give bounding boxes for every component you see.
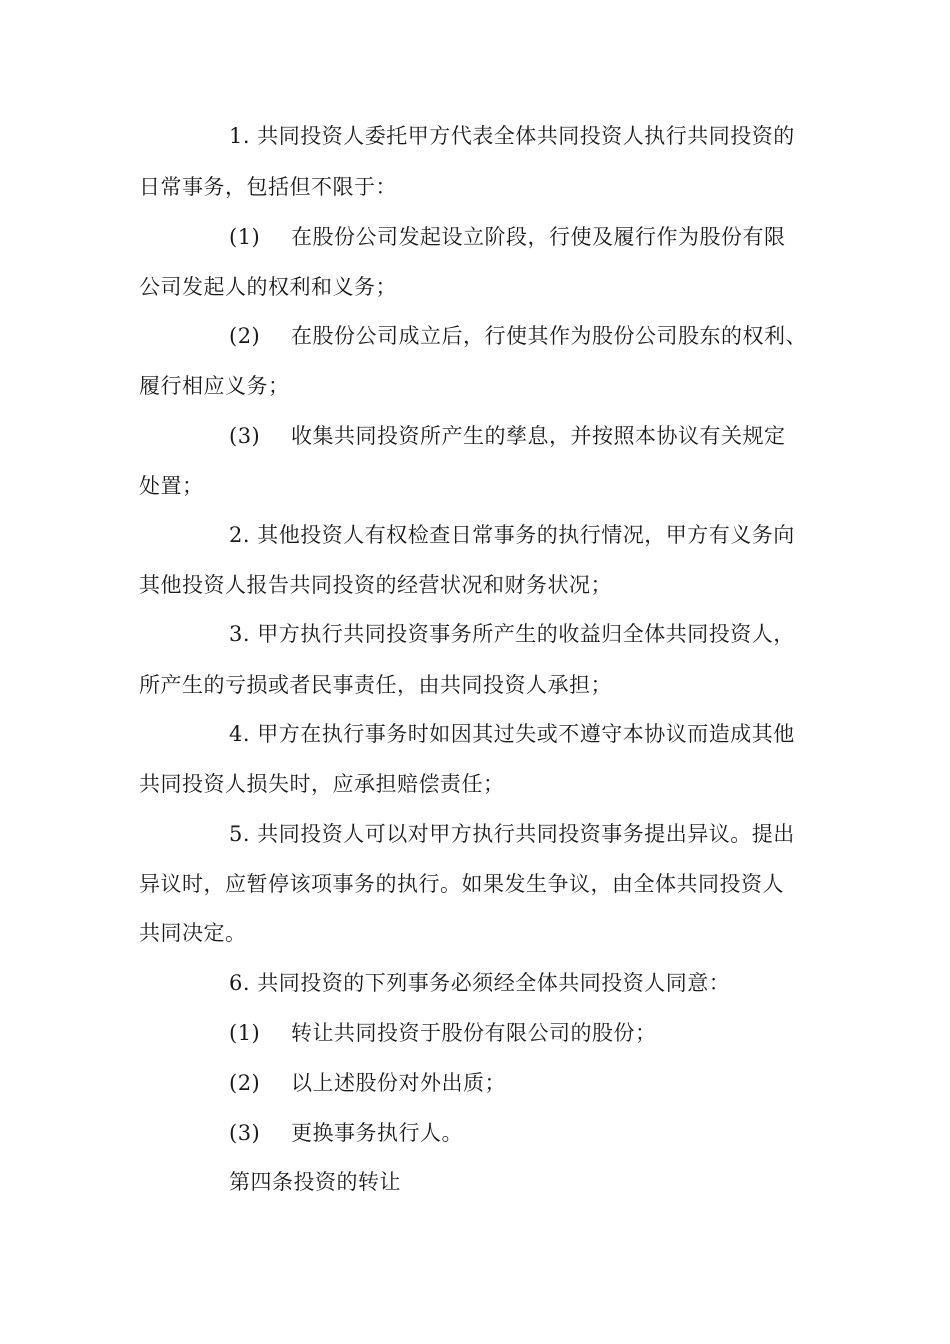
list-item-1-line-2: 公司发起人的权利和义务； [139, 275, 397, 299]
paragraph-1-line-2: 日常事务，包括但不限于： [139, 175, 397, 199]
paragraph-5-line-2: 异议时，应暂停该项事务的执行。如果发生争议，由全体共同投资人 [139, 872, 784, 896]
list-item-text: 以上述股份对外出质； [291, 1071, 506, 1095]
list-item-text: 更换事务执行人。 [291, 1121, 463, 1145]
paragraph-5-line-3: 共同决定。 [139, 921, 247, 945]
list-item-text: 在股份公司发起设立阶段，行使及履行作为股份有限 [291, 225, 786, 249]
paragraph-3-line-2: 所产生的亏损或者民事责任，由共同投资人承担； [139, 673, 612, 697]
paragraph-6-line-1: 6. 共同投资的下列事务必须经全体共同投资人同意： [229, 971, 731, 995]
paragraph-5-line-1: 5. 共同投资人可以对甲方执行共同投资事务提出异议。提出 [229, 822, 795, 846]
list-item-number: (1) [229, 1021, 261, 1045]
paragraph-4-line-1: 4. 甲方在执行事务时如因其过失或不遵守本协议而造成其他 [229, 722, 795, 746]
list-item-3-line-2: 处置； [139, 474, 204, 498]
list-item-2-line-2: 履行相应义务； [139, 374, 290, 398]
list-item-text: 在股份公司成立后，行使其作为股份公司股东的权利、 [291, 324, 807, 348]
list-item-text: 转让共同投资于股份有限公司的股份； [291, 1021, 657, 1045]
sublist-item-3 [229, 1121, 463, 1145]
list-item-number: (1) [229, 225, 261, 249]
list-item-number: (3) [229, 424, 261, 448]
paragraph-4-line-2: 共同投资人损失时，应承担赔偿责任； [139, 772, 505, 796]
list-item-text: 收集共同投资所产生的孳息，并按照本协议有关规定 [291, 424, 786, 448]
paragraph-1-line-1: 1. 共同投资人委托甲方代表全体共同投资人执行共同投资的 [229, 124, 795, 148]
list-item-number: (2) [229, 1071, 261, 1095]
list-item-1-line-1 [229, 225, 786, 249]
paragraph-2-line-1: 2. 其他投资人有权检查日常事务的执行情况，甲方有义务向 [229, 523, 795, 547]
list-item-3-line-1 [229, 424, 786, 448]
list-item-number: (3) [229, 1121, 261, 1145]
list-item-2-line-1 [229, 324, 807, 348]
sublist-item-1 [229, 1021, 657, 1045]
sublist-item-2 [229, 1071, 506, 1095]
paragraph-3-line-1: 3. 甲方执行共同投资事务所产生的收益归全体共同投资人， [229, 622, 795, 646]
section-heading: 第四条投资的转让 [229, 1170, 401, 1194]
paragraph-2-line-2: 其他投资人报告共同投资的经营状况和财务状况； [139, 573, 612, 597]
list-item-number: (2) [229, 324, 261, 348]
